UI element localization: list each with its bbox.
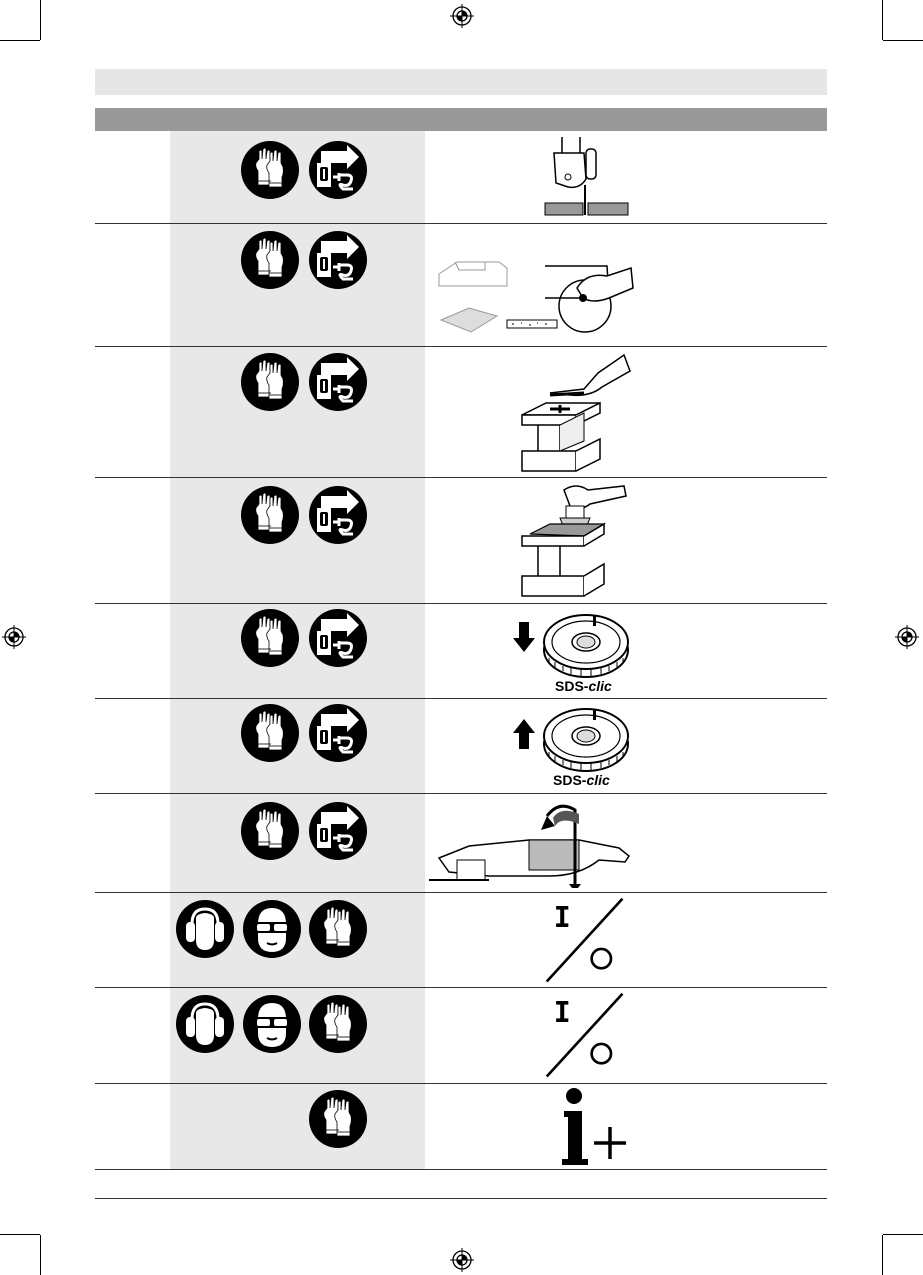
- gloves-icon: [241, 486, 299, 544]
- crop-mark: [40, 1235, 41, 1275]
- eye-protection-icon: [243, 995, 301, 1053]
- rotate-handle-illustration: [429, 800, 634, 888]
- gloves-icon: [241, 141, 299, 199]
- cutting-stone-illustration: [437, 258, 637, 342]
- unplug-icon: [309, 231, 367, 289]
- registration-mark-icon: [450, 4, 474, 28]
- sds-clic-nut-illustration: [540, 702, 632, 772]
- table-row: [95, 893, 827, 988]
- grinding-beam-illustration: [520, 353, 640, 473]
- crop-mark: [883, 1234, 923, 1235]
- header-bar: [95, 69, 827, 95]
- table-row: [95, 1084, 827, 1170]
- arrow-up-icon: [513, 719, 535, 749]
- registration-mark-icon: [450, 1248, 474, 1272]
- sds-clic-logo: SDS-clic: [555, 678, 612, 694]
- table-row: [95, 224, 827, 347]
- ear-protection-icon: [176, 900, 234, 958]
- table-row: [95, 699, 827, 794]
- registration-mark-icon: [895, 625, 919, 649]
- table-row: [95, 988, 827, 1084]
- crop-mark: [0, 40, 40, 41]
- unplug-icon: [309, 486, 367, 544]
- sds-clic-nut-illustration: [540, 608, 632, 678]
- crop-mark: [40, 0, 41, 40]
- icon-cell: [170, 1084, 425, 1170]
- gloves-icon: [241, 609, 299, 667]
- unplug-icon: [309, 802, 367, 860]
- eye-protection-icon: [243, 900, 301, 958]
- on-off-switch-icon: [544, 897, 634, 985]
- jigsaw-cut-illustration: [540, 135, 635, 219]
- unplug-icon: [309, 141, 367, 199]
- unplug-icon: [309, 353, 367, 411]
- info-plus-icon: [560, 1087, 630, 1167]
- crop-mark: [883, 40, 923, 41]
- crop-mark: [882, 0, 883, 40]
- on-off-switch-icon: [544, 992, 634, 1080]
- crop-mark: [882, 1235, 883, 1275]
- unplug-icon: [309, 704, 367, 762]
- table-row: [95, 347, 827, 478]
- table-row: [95, 794, 827, 893]
- table-header-bar: [95, 108, 827, 131]
- unplug-icon: [309, 609, 367, 667]
- gloves-icon: [309, 900, 367, 958]
- sds-clic-logo: SDS-clic: [553, 772, 610, 788]
- gloves-icon: [241, 802, 299, 860]
- crop-mark: [0, 1234, 40, 1235]
- table-row: [95, 131, 827, 224]
- ear-protection-icon: [176, 995, 234, 1053]
- gloves-icon: [309, 1090, 367, 1148]
- wire-brush-illustration: [520, 484, 640, 599]
- arrow-down-icon: [513, 622, 535, 652]
- bottom-rule: [95, 1198, 827, 1199]
- gloves-icon: [309, 995, 367, 1053]
- row-divider: [95, 1169, 827, 1170]
- gloves-icon: [241, 704, 299, 762]
- gloves-icon: [241, 231, 299, 289]
- gloves-icon: [241, 353, 299, 411]
- registration-mark-icon: [2, 625, 26, 649]
- table-row: [95, 478, 827, 604]
- table-row: [95, 604, 827, 699]
